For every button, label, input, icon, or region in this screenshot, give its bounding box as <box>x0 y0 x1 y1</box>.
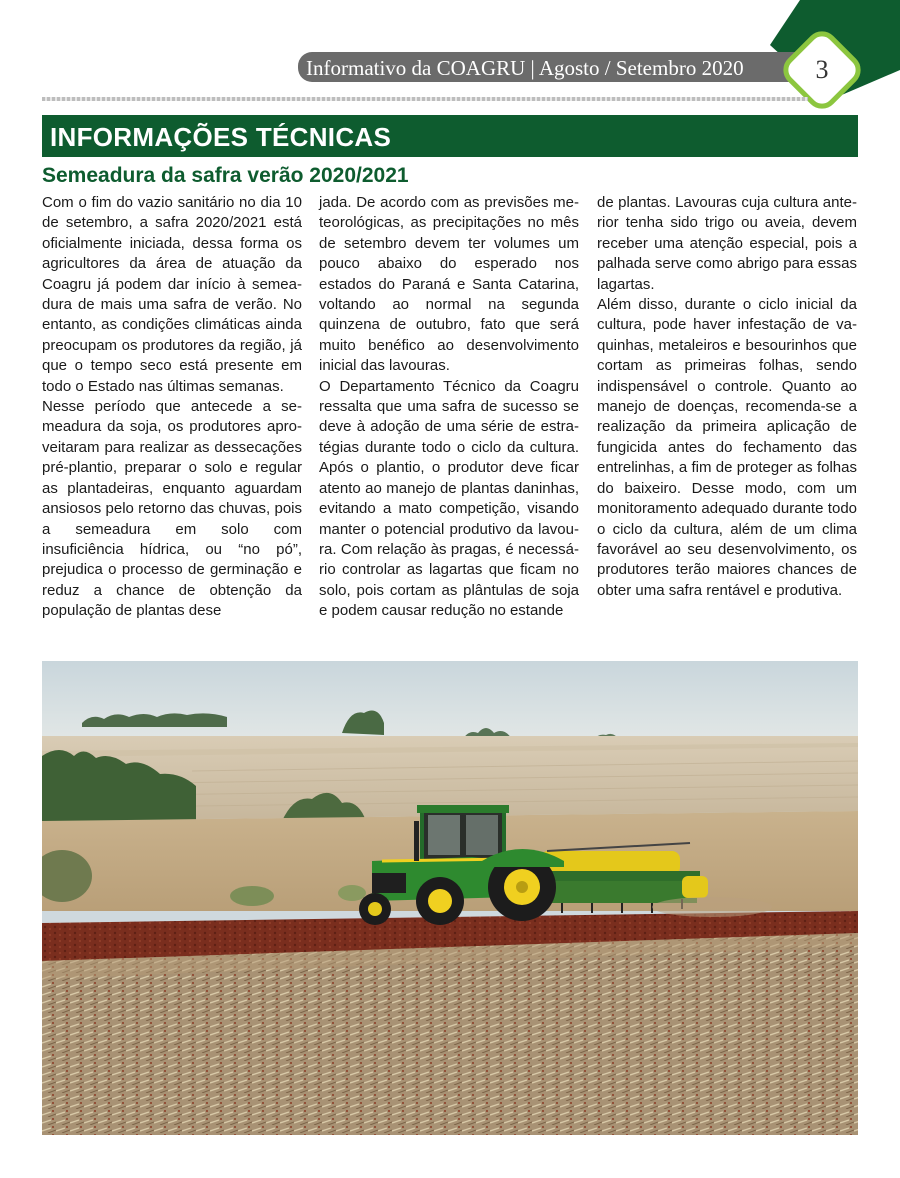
article-title: Semeadura da safra verão 2020/2021 <box>42 164 409 187</box>
article-column-2 <box>319 193 579 622</box>
paragraph: de plantas. Lavouras cuja cultura anterior tenha sido trigo ou aveia, devem receber uma atenção especial, pois a palhada serve como abrigo para essas lagartas. <box>597 194 857 293</box>
tractor-field-photo <box>42 661 858 1135</box>
paragraph: Nesse período que antecede a semeadura da soja, os produtores aproveitaram para realizar as dessecações pré-plantio, preparar o solo e regular as plantadeiras, enquanto aguardam ansiosos pelo retorno das chuvas, pois a semeadura em solo com insuficiência hídrica, ou “no pó”, prejudica o processo de germinação e reduz a chance de obtenção da população de plantas dese <box>42 398 302 620</box>
paragraph: Além disso, durante o ciclo inicial da cultura, pode haver infestação de vaquinhas, metaleiros e besourinhos que cortam as primeiras folhas, sendo indispensável o controle. Quanto ao manejo de doenças, recomenda-se a realização da primeira aplicação de fungicida antes do fechamento das entrelinhas, a fim de proteger as folhas do baixeiro. Desse modo, com um monitoramento adequado durante todo o ciclo da cultura, além de um clima favorável ao seu desenvolvimento, os produtores terão maiores chances de obter uma safra rentável e produtiva. <box>597 296 857 599</box>
header-divider <box>42 97 808 101</box>
section-title: INFORMAÇÕES TÉCNICAS <box>42 115 858 157</box>
article-column-3 <box>597 193 857 601</box>
paragraph: Com o fim do vazio sanitário no dia 10 de setembro, a safra 2020/2021 está oficialmente iniciada, dessa forma os agricultores da área de atuação da Coagru já podem dar início à semeadura de mais uma safra de verão. No entanto, as condições climáticas ainda preocupam os produtores da região, já que o tempo seco está presente em todo o Estado nas últimas semanas. <box>42 194 302 395</box>
paragraph: jada. De acordo com as previsões meteorológicas, as precipitações no mês de setembro devem ter volumes um pouco abaixo do esperado nos estados do Paraná e Santa Catarina, voltando ao normal na segunda quinzena de outubro, fato que será muito benéfico ao desenvolvimento inicial das lavouras. <box>319 194 579 375</box>
publication-header: Informativo da COAGRU | Agosto / Setembro 2020 <box>306 56 744 80</box>
article-column-1 <box>42 193 302 622</box>
page-number: 3 <box>815 55 829 84</box>
paragraph: O Departamento Técnico da Coagru ressalta que uma safra de sucesso se deve à adoção de uma série de estratégias durante todo o ciclo da cultura. Após o plantio, o produtor deve ficar atento ao manejo de plantas daninhas, evitando a mato competição, visando manter o potencial produtivo da lavoura. Com relação às pragas, é necessário controlar as lagartas que ficam no solo, pois cortam as plântulas de soja e podem causar redução no estande <box>319 377 579 620</box>
